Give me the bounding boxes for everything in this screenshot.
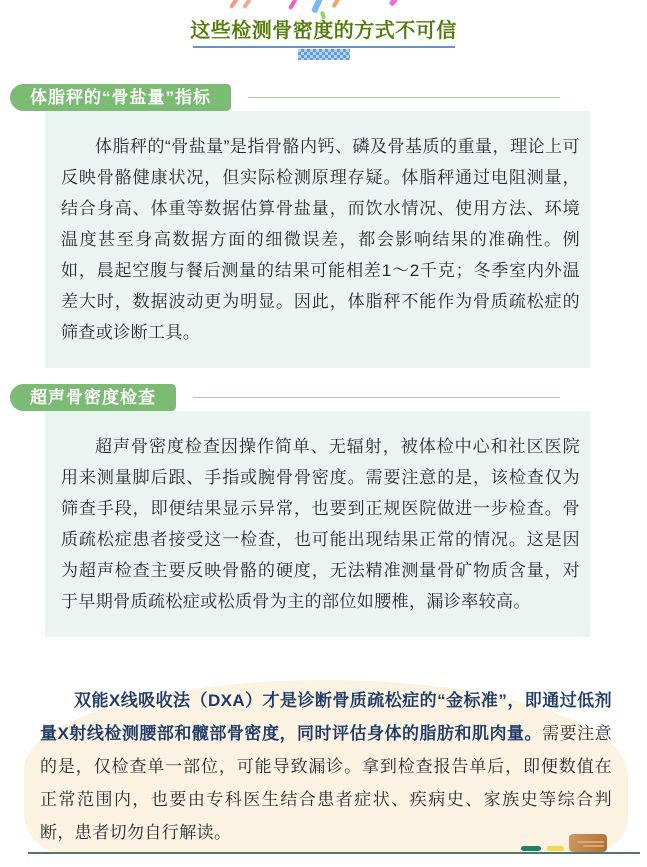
conclusion-regular-text: 需要注意的是，仅检查单一部位，可能导致漏诊。拿到检查报告单后，即便数值在正常范围内，也要由专科医生结合患者症状、疾病史、家族史等综合判断，患者切勿自行解读。 (40, 724, 613, 842)
conclusion-bold-text: 双能X线吸收法（DXA）才是诊断骨质疏松症的“金标准”，即通过低剂量X射线检测腰部和髋部骨密度，同时评估身体的脂肪和肌肉量。 (40, 691, 612, 743)
page-title: 这些检测骨密度的方式不可信 (190, 20, 457, 42)
section-panel (45, 411, 590, 637)
yellow-dash-icon (547, 846, 564, 851)
section-header-pill: 体脂秤的“骨盐量”指标 (10, 84, 231, 111)
section-header-row (0, 84, 647, 111)
section-header-pill: 超声骨密度检查 (10, 384, 176, 411)
brown-box-stripe (577, 841, 604, 843)
brown-box-icon (569, 834, 607, 852)
title-block (0, 0, 647, 60)
checker-ribbon-icon (298, 49, 350, 60)
section-header-rule (248, 97, 560, 98)
bottom-rule (28, 852, 640, 854)
section-panel (45, 111, 590, 368)
title-underline (193, 46, 455, 48)
section-ultrasound (0, 384, 647, 637)
teal-dash-icon (521, 846, 541, 851)
conclusion-paragraph (40, 684, 612, 849)
brown-box-stripe (583, 845, 604, 847)
section-paragraph: 超声骨密度检查因操作简单、无辐射，被体检中心和社区医院用来测量脚后跟、手指或腕骨骨密度。需要注意的是，该检查仅为筛查手段，即便结果显示异常，也要到正规医院做进一步检查。骨质疏松症患者接受这一检查，也可能出现结果正常的情况。这是因为超声检查主要反映骨骼的硬度，无法精准测量骨矿物质含量，对于早期骨质疏松症或松质骨为主的部位如腰椎，漏诊率较高。 (61, 437, 580, 611)
section-header-rule (193, 397, 560, 398)
section-header-row (0, 384, 647, 411)
section-paragraph: 体脂秤的“骨盐量”是指骨骼内钙、磷及骨基质的重量，理论上可反映骨骼健康状况，但实际检测原理存疑。体脂秤通过电阻测量，结合身高、体重等数据估算骨盐量，而饮水情况、使用方法、环境温度甚至身高数据方面的细微误差，都会影响结果的准确性。例如，晨起空腹与餐后测量的结果可能相差1～2千克；冬季室内外温差大时，数据波动更为明显。因此，体脂秤不能作为骨质疏松症的筛查或诊断工具。 (61, 137, 580, 342)
section-body-fat-scale (0, 84, 647, 368)
